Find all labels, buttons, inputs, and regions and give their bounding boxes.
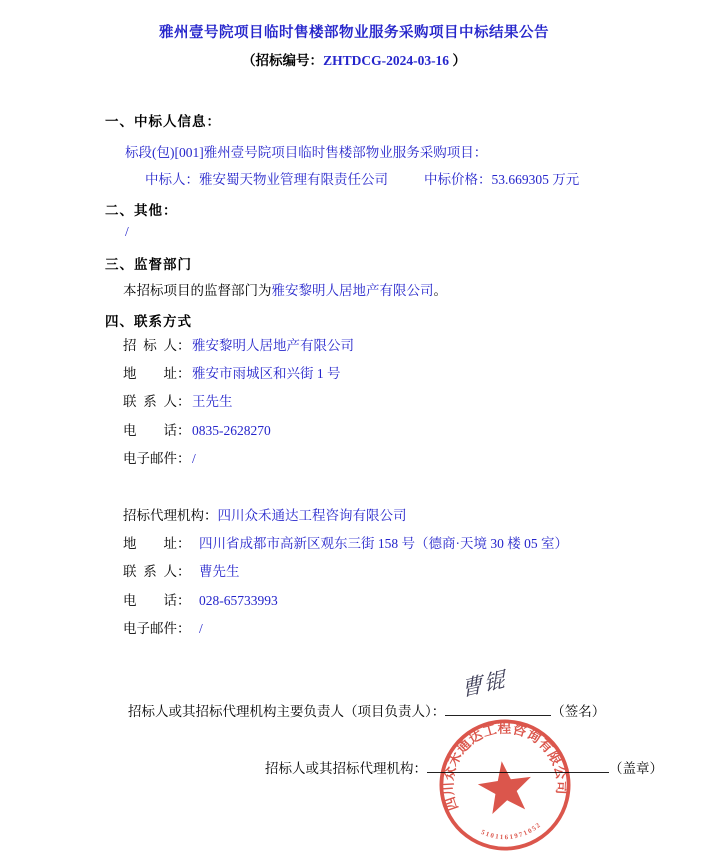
contact-value: 雅安黎明人居地产有限公司 — [192, 338, 354, 353]
section-3-heading: 三、监督部门 — [105, 257, 192, 272]
contact-row — [123, 530, 643, 558]
supervisor-name: 雅安黎明人居地产有限公司 — [271, 283, 434, 298]
lot-line: 标段(包)[001]雅州壹号院项目临时售楼部物业服务采购项目： — [125, 145, 488, 160]
page-title: 雅州壹号院项目临时售楼部物业服务采购项目中标结果公告 — [159, 25, 549, 41]
bid-number-suffix: ） — [449, 53, 466, 68]
contact-row — [123, 558, 643, 586]
contact-row — [123, 445, 643, 473]
contact-row — [123, 332, 643, 360]
contact-value: 曹先生 — [199, 564, 240, 580]
supervisor-prefix: 本招标项目的监督部门为 — [123, 283, 272, 298]
org-line-text: 招标人或其招标代理机构： — [265, 761, 427, 776]
principal-line-text: 招标人或其招标代理机构主要负责人（项目负责人）： — [128, 704, 446, 719]
agency-contact-block — [123, 502, 643, 643]
contact-value: 0835-2628270 — [192, 422, 271, 438]
contact-row — [123, 502, 643, 530]
org-underline — [427, 757, 609, 773]
contact-row — [123, 587, 643, 615]
contact-value: / — [199, 620, 203, 636]
seal-suffix: （盖章） — [609, 761, 663, 776]
contact-value: 王先生 — [192, 394, 233, 410]
contact-label: 联 系 人： — [123, 394, 191, 410]
section-4-heading: 四、联系方式 — [105, 314, 192, 329]
contact-value: 四川众禾通达工程咨询有限公司 — [217, 508, 407, 523]
winner-name: 中标人：雅安蜀天物业管理有限责任公司 — [145, 172, 388, 187]
contact-value: 雅安市雨城区和兴街 1 号 — [192, 366, 341, 382]
contact-value: / — [192, 450, 196, 466]
winner-price: 中标价格：53.669305 万元 — [424, 172, 580, 187]
contact-label: 电 话： — [123, 422, 191, 438]
sign-suffix: （签名） — [551, 704, 606, 719]
contact-label: 地 址： — [123, 366, 191, 382]
contact-label: 地 址： — [123, 536, 191, 552]
seal-company-text: 四川众禾通达工程咨询有限公司 — [440, 720, 570, 813]
contact-row — [123, 388, 643, 416]
supervisor-suffix: 。 — [433, 283, 447, 298]
bid-number: ZHTDCG-2024-03-16 — [323, 53, 450, 68]
section-2-heading: 二、其他： — [105, 203, 178, 218]
org-signature-line — [265, 757, 663, 780]
other-content: / — [125, 224, 129, 239]
company-seal — [432, 712, 578, 852]
contact-label: 电子邮件： — [123, 450, 191, 466]
winner-row — [145, 168, 579, 188]
contact-value: 四川省成都市高新区观东三街 158 号（德商·天境 30 楼 05 室） — [199, 536, 568, 552]
supervisor-line — [123, 279, 447, 299]
contact-row — [123, 417, 643, 445]
contact-label: 电 话： — [123, 592, 191, 608]
contact-label: 电子邮件： — [123, 620, 191, 636]
seal-number-text: 5101161971052 — [479, 821, 544, 842]
contact-row — [123, 615, 643, 643]
handwritten-signature: 曹锟 — [460, 666, 508, 702]
seal-ring — [433, 713, 577, 852]
contact-row — [123, 360, 643, 388]
section-1-heading: 一、中标人信息： — [105, 114, 221, 129]
contact-label: 招标代理机构： — [123, 508, 218, 523]
contact-value: 028-65733993 — [199, 592, 278, 608]
tenderer-contact-block — [123, 332, 643, 473]
bid-number-prefix: （招标编号： — [242, 53, 324, 68]
contact-label: 联 系 人： — [123, 564, 191, 580]
signature-underline — [445, 666, 551, 716]
principal-signature-line — [128, 666, 606, 723]
contact-label: 招 标 人： — [123, 338, 191, 353]
bid-number-line — [0, 49, 708, 69]
